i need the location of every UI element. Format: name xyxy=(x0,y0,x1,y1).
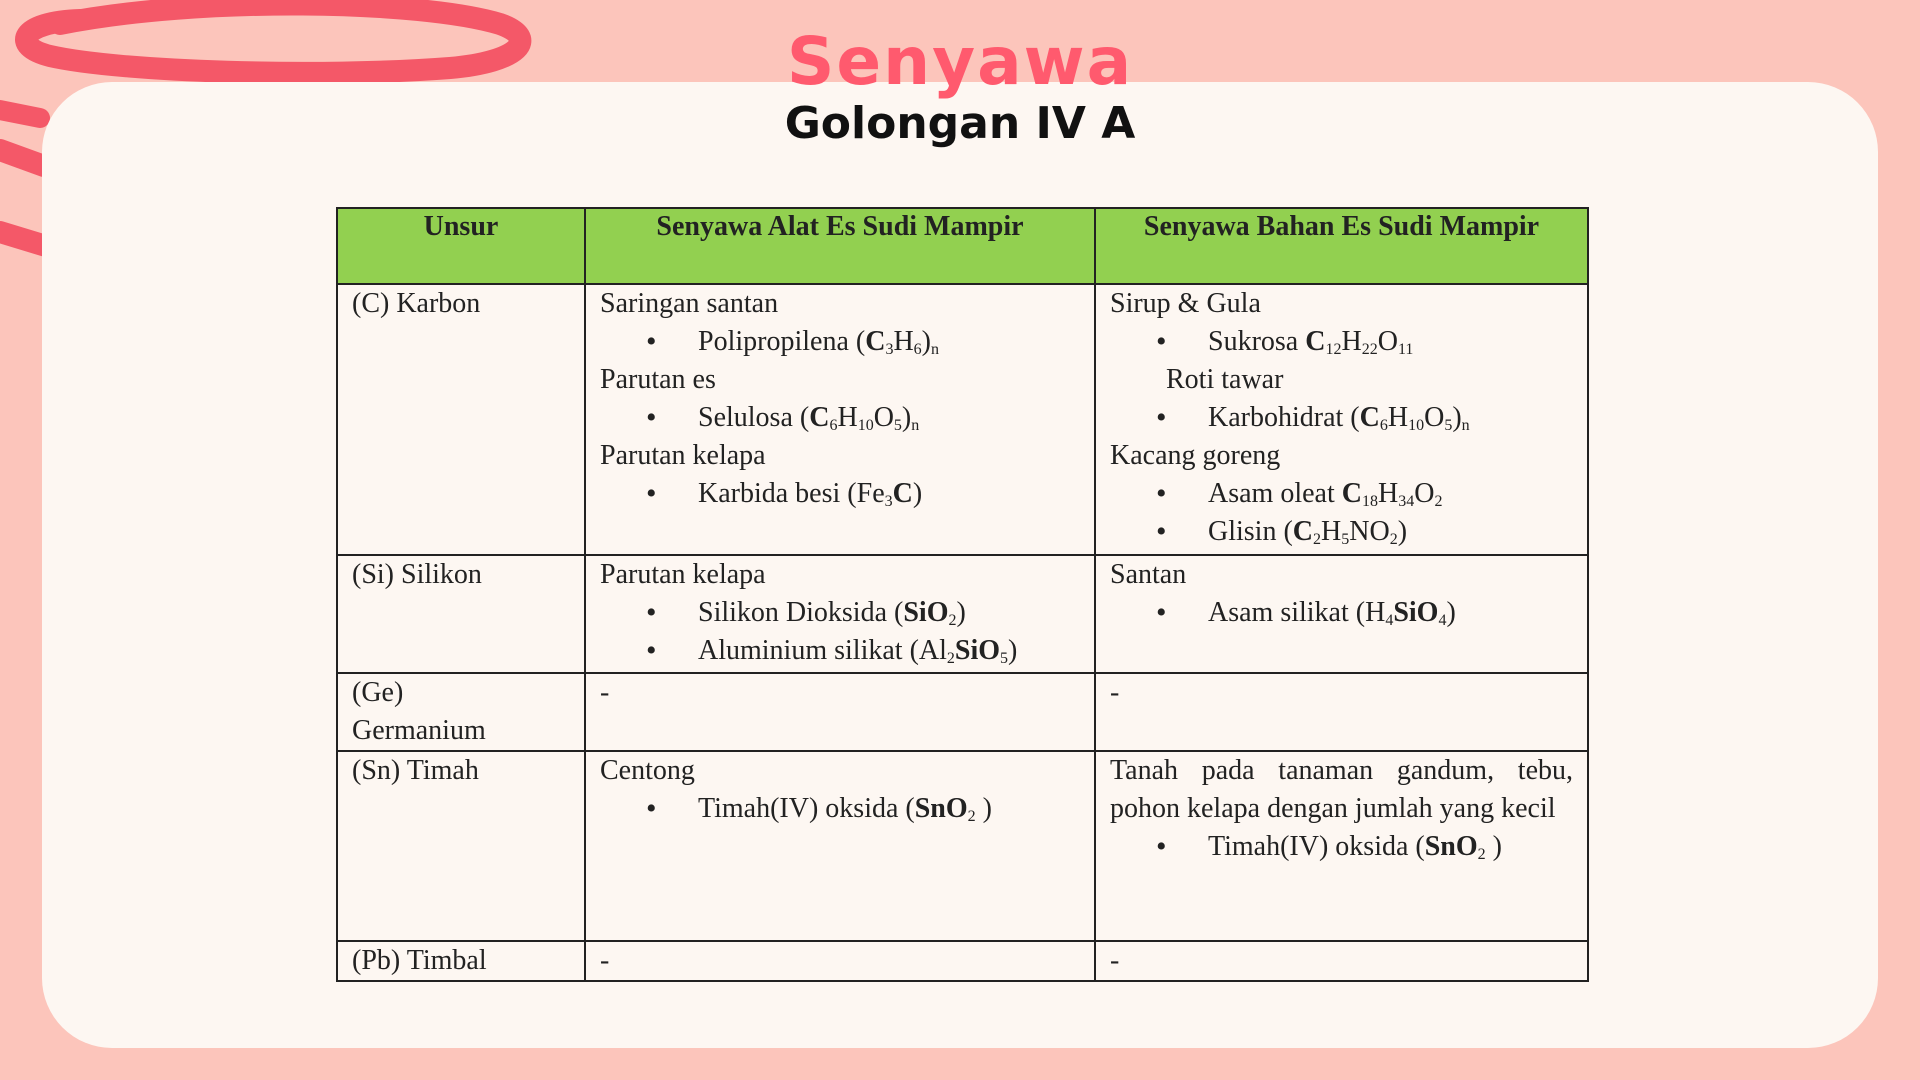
element-cell: (Sn) Timah xyxy=(337,751,585,941)
list-item: • Karbida besi $(Fe_3C)$ xyxy=(600,475,1080,513)
column-header-unsur: Unsur xyxy=(337,208,585,284)
item-heading: Parutan es xyxy=(600,364,716,395)
table-row xyxy=(337,284,1588,555)
table-row xyxy=(337,555,1588,673)
column-header-alat: Senyawa Alat Es Sudi Mampir xyxy=(585,208,1095,284)
alat-cell xyxy=(585,555,1095,673)
list-item: • Timah(IV) oksida (SnO$_2$ ) xyxy=(600,790,1080,828)
bahan-cell xyxy=(1095,555,1588,673)
table-row xyxy=(337,673,1588,751)
table-header-row xyxy=(337,208,1588,284)
list-item: • Timah(IV) oksida (SnO$_2$ ) xyxy=(1110,828,1573,866)
list-item: • Silikon Dioksida (SiO$_2$) xyxy=(600,594,1080,632)
item-heading: Saringan santan xyxy=(600,288,779,319)
list-item: • Glisin $(C_2H_5NO_2)$ xyxy=(1110,513,1573,551)
column-header-bahan: Senyawa Bahan Es Sudi Mampir xyxy=(1095,208,1588,284)
compound-table xyxy=(336,207,1589,982)
table-row xyxy=(337,941,1588,981)
bahan-cell: - xyxy=(1095,673,1588,751)
list-item: • Sukrosa $C_{12}H_{22}O_{11}$ xyxy=(1110,323,1573,361)
item-heading: Sirup & Gula xyxy=(1110,288,1261,319)
page-title: Senyawa xyxy=(786,23,1134,100)
bahan-cell xyxy=(1095,284,1588,555)
item-heading: Parutan kelapa xyxy=(600,440,766,471)
element-cell: (C) Karbon xyxy=(337,284,585,555)
element-cell: (Pb) Timbal xyxy=(337,941,585,981)
list-item: • Asam silikat $(H_4SiO_4)$ xyxy=(1110,594,1573,632)
table-row xyxy=(337,751,1588,941)
item-heading: Roti tawar xyxy=(1166,364,1284,395)
item-heading: Centong xyxy=(600,755,695,786)
page-subtitle: Golongan IV A xyxy=(784,98,1136,149)
item-heading: Tanah pada tanaman gandum, tebu, pohon kelapa dengan jumlah yang kecil xyxy=(1110,755,1573,824)
item-heading: Santan xyxy=(1110,559,1187,590)
list-item: • Asam oleat $C_{18}H_{34}O_2$ xyxy=(1110,475,1573,513)
bahan-cell xyxy=(1095,751,1588,941)
list-item: • Karbohidrat $(C_6H_{10}O_5)_n$ xyxy=(1110,399,1573,437)
alat-cell: - xyxy=(585,941,1095,981)
list-item: • Selulosa $(C_6H_{10}O_5)_n$ xyxy=(600,399,1080,437)
item-heading: Kacang goreng xyxy=(1110,440,1281,471)
alat-cell xyxy=(585,751,1095,941)
element-cell: (Si) Silikon xyxy=(337,555,585,673)
list-item: • Aluminium silikat $(Al_2SiO_5)$ xyxy=(600,632,1080,670)
item-heading: Parutan kelapa xyxy=(600,559,766,590)
list-item: • Polipropilena $(C_3H_6)_n$ xyxy=(600,323,1080,361)
bahan-cell: - xyxy=(1095,941,1588,981)
alat-cell: - xyxy=(585,673,1095,751)
alat-cell xyxy=(585,284,1095,555)
element-cell: (Ge) Germanium xyxy=(337,673,585,751)
